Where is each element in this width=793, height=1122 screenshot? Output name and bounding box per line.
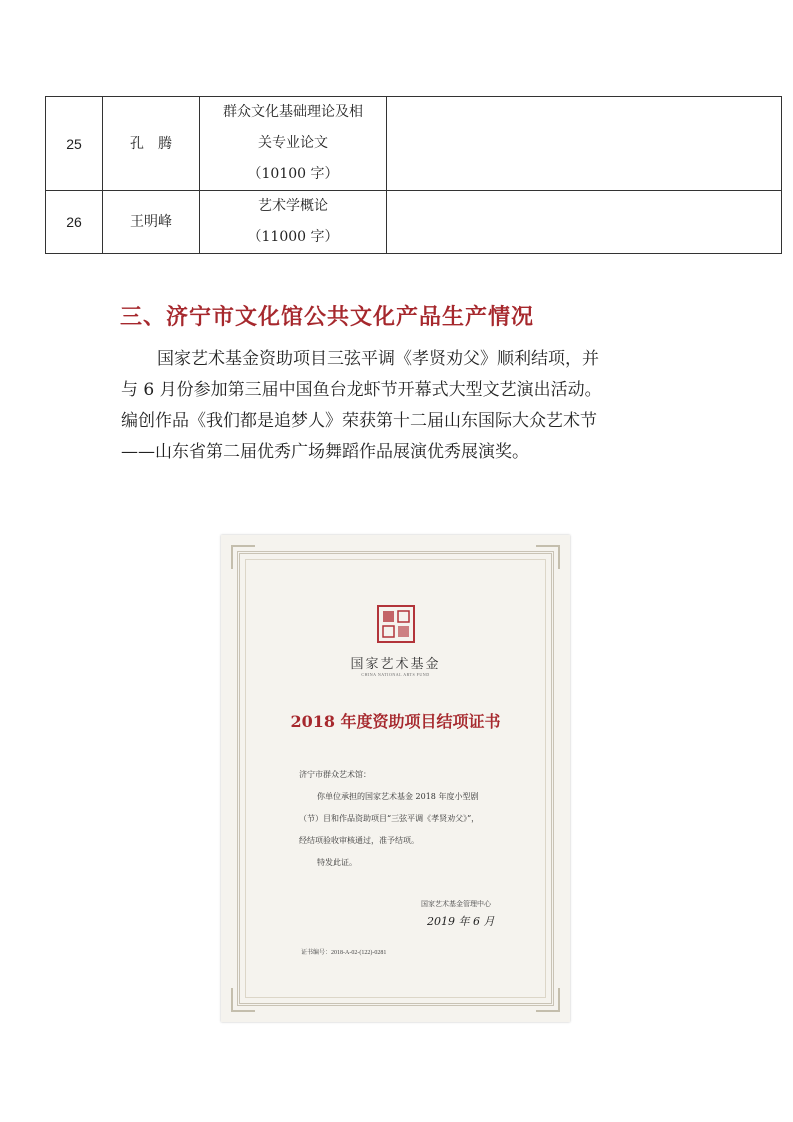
section-paragraph (121, 344, 691, 468)
work-title-line: 群众文化基础理论及相 (223, 104, 363, 120)
note-cell (387, 191, 782, 254)
certificate-issuer: 国家艺术基金管理中心 (421, 900, 491, 908)
work-title-line: 艺术学概论 (258, 198, 328, 214)
certificate-recipient: 济宁市群众艺术馆： (299, 770, 371, 779)
corner-ornament (231, 988, 255, 1012)
certificate-photo (221, 535, 570, 1022)
table-row (46, 97, 782, 191)
seal-logo-icon (376, 604, 416, 644)
table-row (46, 191, 782, 254)
certificate-body-line: 经结项验收审核通过，准予结项。 (299, 836, 419, 845)
corner-ornament (536, 545, 560, 569)
note-cell (387, 97, 782, 191)
work-title (200, 97, 387, 191)
certificate-title: 2018 年度资助项目结项证书 (290, 712, 501, 731)
paragraph-line: ——山东省第二届优秀广场舞蹈作品展演优秀展演奖。 (121, 442, 529, 462)
corner-ornament (536, 988, 560, 1012)
certificate-body (299, 764, 529, 874)
certificate-number: 证书编号：2018-A-02-(122)-0281 (301, 950, 387, 956)
corner-ornament (231, 545, 255, 569)
fund-name-english: CHINA NATIONAL ARTS FUND (361, 672, 430, 677)
work-title-line: 关专业论文 (258, 135, 328, 151)
certificate-date: 2019 年 6 月 (427, 915, 495, 928)
paragraph-line: 国家艺术基金资助项目三弦平调《孝贤劝父》顺利结项，并 (157, 349, 599, 369)
row-number: 25 (46, 97, 103, 191)
staff-works-table (45, 96, 782, 254)
certificate-body-line: （节）目和作品资助项目“三弦平调《孝贤劝父》”， (299, 814, 480, 823)
work-title (200, 191, 387, 254)
person-name: 孔 腾 (103, 97, 200, 191)
paragraph-line: 编创作品《我们都是追梦人》荣获第十二届山东国际大众艺术节 (121, 411, 597, 431)
work-title-line: （11000 字） (247, 229, 339, 245)
fund-name: 国家艺术基金 (350, 657, 441, 672)
certificate-body-line: 你单位承担的国家艺术基金 2018 年度小型剧 (317, 792, 479, 801)
section-heading: 三、济宁市文化馆公共文化产品生产情况 (120, 305, 535, 330)
paragraph-line: 与 6 月份参加第三届中国鱼台龙虾节开幕式大型文艺演出活动。 (121, 380, 602, 400)
certificate-body-line: 特发此证。 (317, 858, 357, 867)
row-number: 26 (46, 191, 103, 254)
person-name: 王明峰 (103, 191, 200, 254)
work-title-line: （10100 字） (247, 166, 339, 182)
